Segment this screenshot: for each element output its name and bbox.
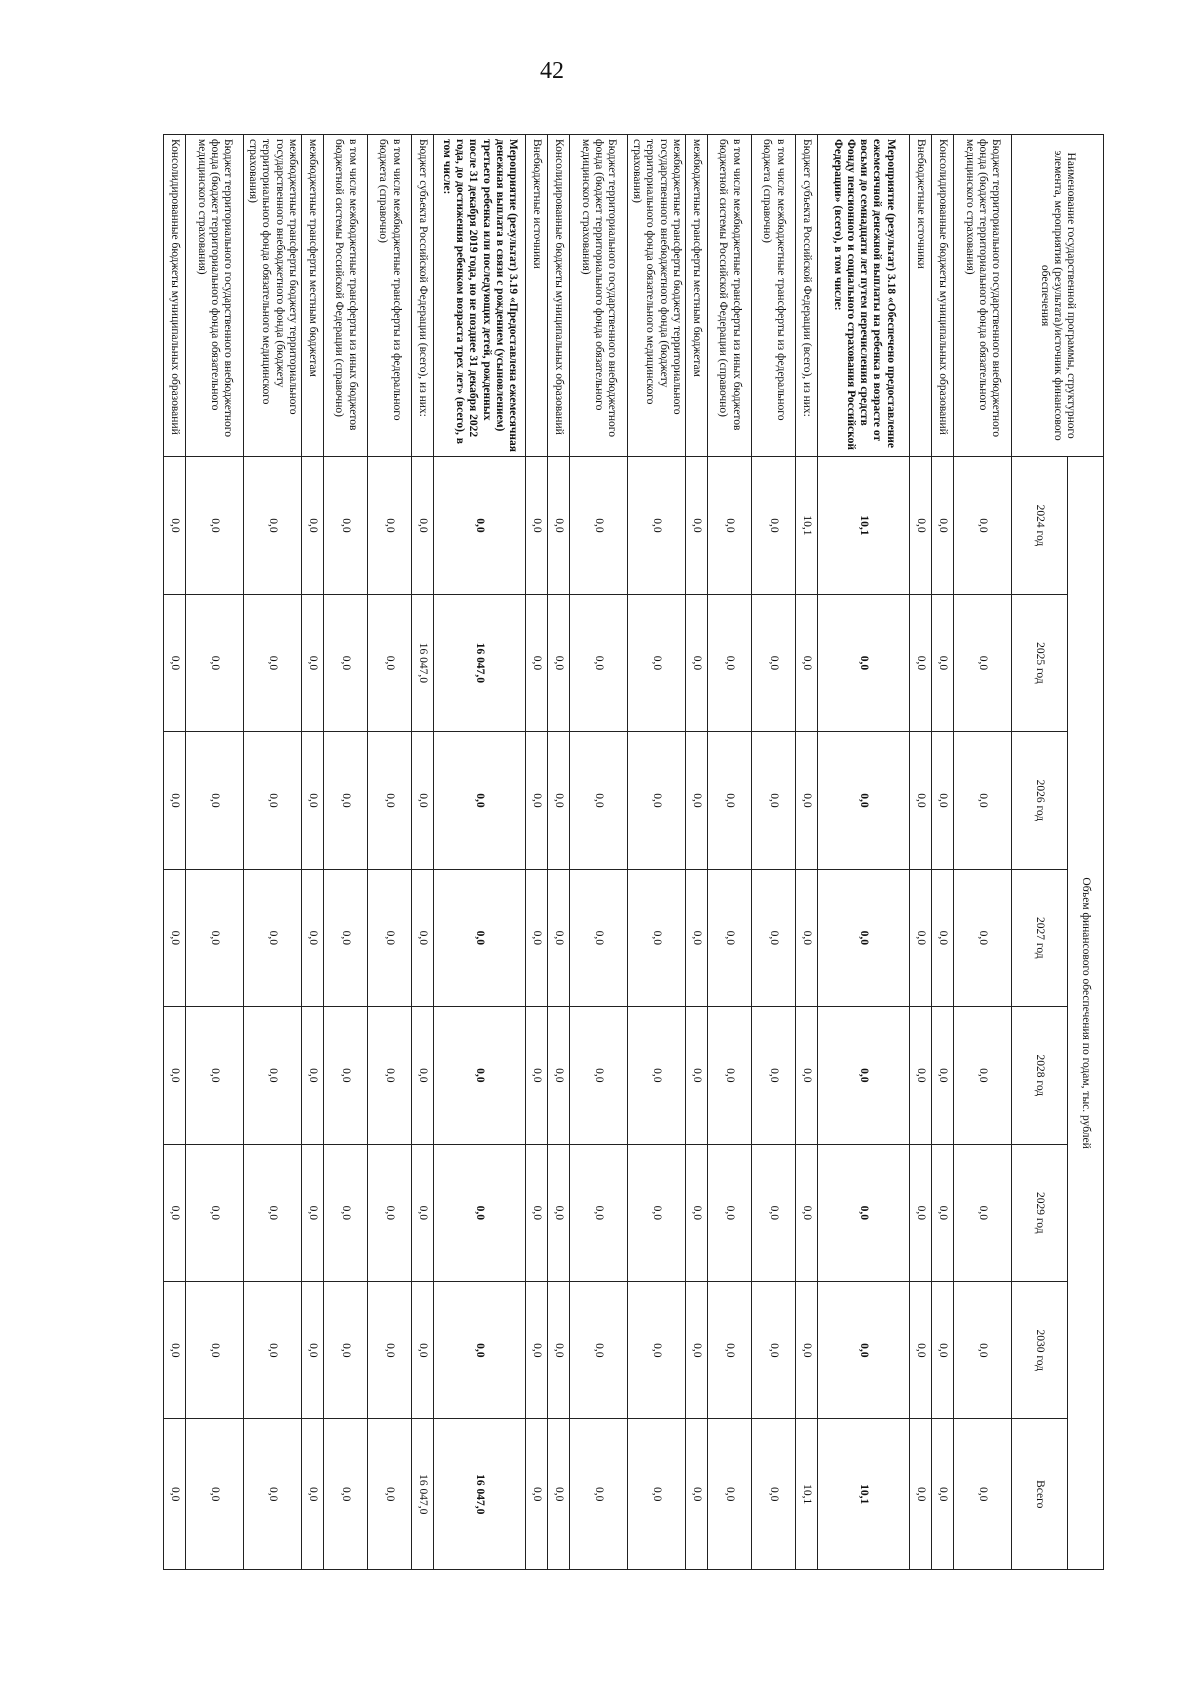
- row-value: 0,0: [324, 594, 368, 731]
- row-value: 0,0: [818, 594, 910, 731]
- row-name: Бюджет территориального государственного внебюджетного фонда (бюджет территориального фонда обязательного медицинского страхования): [954, 135, 1012, 457]
- row-value: 0,0: [302, 457, 324, 594]
- row-total: 16 047,0: [412, 1419, 434, 1570]
- row-value: 0,0: [368, 1282, 412, 1419]
- row-value: 0,0: [324, 457, 368, 594]
- row-value: 0,0: [368, 869, 412, 1006]
- row-value: 0,0: [686, 1282, 708, 1419]
- row-value: 0,0: [164, 1282, 186, 1419]
- row-value: 0,0: [302, 732, 324, 869]
- row-value: 0,0: [686, 457, 708, 594]
- row-value: 0,0: [570, 594, 628, 731]
- row-value: 0,0: [412, 457, 434, 594]
- row-value: 0,0: [526, 869, 548, 1006]
- row-value: 0,0: [708, 1144, 752, 1281]
- row-name: Бюджет субъекта Российской Федерации (всего), из них:: [796, 135, 818, 457]
- row-total: 0,0: [954, 1419, 1012, 1570]
- year-header: 2026 год: [1012, 732, 1068, 869]
- row-value: 0,0: [628, 1282, 686, 1419]
- row-value: 0,0: [796, 1144, 818, 1281]
- row-value: 0,0: [954, 869, 1012, 1006]
- row-value: 0,0: [910, 457, 932, 594]
- total-header: Всего: [1012, 1419, 1068, 1570]
- table-row: [932, 135, 954, 1570]
- row-value: 0,0: [932, 1282, 954, 1419]
- row-value: 0,0: [954, 1144, 1012, 1281]
- row-name: Мероприятие (результат) 3.19 «Предоставлена ежемесячная денежная выплата в связи с рождением (усыновлением) третьего ребенка или последующих детей, рожденных после 31 декабря 2019 года, но не позднее 31 декабря 2022 года, до достижения ребенком возраста трех лет» (всего), в том числе:: [434, 135, 526, 457]
- row-total: 0,0: [752, 1419, 796, 1570]
- row-name: Консолидированные бюджеты муниципальных образований: [932, 135, 954, 457]
- row-total: 0,0: [910, 1419, 932, 1570]
- row-value: 0,0: [818, 1007, 910, 1144]
- row-value: 0,0: [910, 1144, 932, 1281]
- row-value: 0,0: [434, 1007, 526, 1144]
- row-value: 0,0: [570, 1282, 628, 1419]
- row-name: межбюджетные трансферты бюджету территориального государственного внебюджетного фонда (бюджету территориального фонда обязательного медицинского страхования): [244, 135, 302, 457]
- row-value: 0,0: [526, 1144, 548, 1281]
- row-value: 0,0: [910, 1282, 932, 1419]
- row-value: 0,0: [526, 594, 548, 731]
- table-row: [548, 135, 570, 1570]
- row-value: 0,0: [244, 1282, 302, 1419]
- table-row: [164, 135, 186, 1570]
- row-value: 0,0: [752, 869, 796, 1006]
- year-header: 2029 год: [1012, 1144, 1068, 1281]
- table-row: [244, 135, 302, 1570]
- row-value: 16 047,0: [434, 594, 526, 731]
- table-row: [302, 135, 324, 1570]
- year-header: 2028 год: [1012, 1007, 1068, 1144]
- row-value: 0,0: [302, 594, 324, 731]
- row-value: 0,0: [796, 1282, 818, 1419]
- row-total: 16 047,0: [434, 1419, 526, 1570]
- row-value: 0,0: [164, 869, 186, 1006]
- row-value: 0,0: [302, 1007, 324, 1144]
- row-value: 0,0: [932, 869, 954, 1006]
- row-value: 0,0: [244, 1007, 302, 1144]
- row-value: 0,0: [526, 1282, 548, 1419]
- row-value: 0,0: [752, 1144, 796, 1281]
- row-value: 0,0: [324, 1144, 368, 1281]
- row-name: Внебюджетные источники: [910, 135, 932, 457]
- row-value: 0,0: [412, 1144, 434, 1281]
- table-row: [570, 135, 628, 1570]
- row-total: 0,0: [164, 1419, 186, 1570]
- row-total: 0,0: [686, 1419, 708, 1570]
- row-value: 0,0: [244, 732, 302, 869]
- row-value: 0,0: [818, 1282, 910, 1419]
- row-total: 0,0: [302, 1419, 324, 1570]
- row-value: 0,0: [412, 1007, 434, 1144]
- row-total: 0,0: [186, 1419, 244, 1570]
- row-value: 0,0: [368, 457, 412, 594]
- row-value: 0,0: [954, 1007, 1012, 1144]
- row-value: 0,0: [302, 1282, 324, 1419]
- table-row: [412, 135, 434, 1570]
- row-value: 0,0: [548, 457, 570, 594]
- row-name: Мероприятие (результат) 3.18 «Обеспечено предоставление ежемесячной денежной выплаты на ребенка в возрасте от восьми до семнадцати лет путем перечисления средств Фонду пенсионного и социального страхования Российской Федерации» (всего), в том числе:: [818, 135, 910, 457]
- row-value: 0,0: [244, 1144, 302, 1281]
- row-value: 0,0: [628, 1144, 686, 1281]
- row-value: 0,0: [324, 732, 368, 869]
- row-value: 0,0: [628, 594, 686, 731]
- row-value: 0,0: [412, 869, 434, 1006]
- row-name: Бюджет территориального государственного внебюджетного фонда (бюджет территориального фонда обязательного медицинского страхования): [570, 135, 628, 457]
- row-value: 0,0: [412, 1282, 434, 1419]
- row-value: 0,0: [434, 457, 526, 594]
- row-value: 0,0: [186, 457, 244, 594]
- row-value: 0,0: [686, 1007, 708, 1144]
- table-row: [954, 135, 1012, 1570]
- row-value: 0,0: [910, 594, 932, 731]
- row-value: 0,0: [818, 1144, 910, 1281]
- row-value: 0,0: [570, 869, 628, 1006]
- table-row: [796, 135, 818, 1570]
- row-value: 0,0: [368, 732, 412, 869]
- row-value: 0,0: [368, 1007, 412, 1144]
- table-row: [628, 135, 686, 1570]
- row-value: 0,0: [548, 1282, 570, 1419]
- year-header: 2025 год: [1012, 594, 1068, 731]
- row-value: 0,0: [796, 869, 818, 1006]
- row-value: 0,0: [796, 1007, 818, 1144]
- row-value: 0,0: [752, 1007, 796, 1144]
- name-column-header: Наименование государственной программы, структурного элемента, мероприятия (результата)/источник финансового обеспечения: [1012, 135, 1104, 457]
- row-value: 0,0: [752, 594, 796, 731]
- row-value: 0,0: [628, 732, 686, 869]
- row-value: 0,0: [368, 1144, 412, 1281]
- table-row: [324, 135, 368, 1570]
- row-value: 0,0: [186, 869, 244, 1006]
- row-total: 0,0: [708, 1419, 752, 1570]
- row-value: 10,1: [818, 457, 910, 594]
- row-value: 0,0: [164, 732, 186, 869]
- row-value: 0,0: [324, 869, 368, 1006]
- table-row: [752, 135, 796, 1570]
- row-value: 0,0: [164, 1007, 186, 1144]
- row-value: 0,0: [548, 869, 570, 1006]
- row-value: 0,0: [932, 1144, 954, 1281]
- row-name: в том числе межбюджетные трансферты из федерального бюджета (справочно): [752, 135, 796, 457]
- row-value: 0,0: [708, 1282, 752, 1419]
- row-value: 0,0: [708, 732, 752, 869]
- row-value: 0,0: [302, 869, 324, 1006]
- row-name: в том числе межбюджетные трансферты из федерального бюджета (справочно): [368, 135, 412, 457]
- row-total: 0,0: [548, 1419, 570, 1570]
- row-value: 0,0: [434, 1282, 526, 1419]
- row-value: 0,0: [708, 594, 752, 731]
- row-value: 0,0: [910, 732, 932, 869]
- row-total: 0,0: [244, 1419, 302, 1570]
- row-value: 0,0: [686, 732, 708, 869]
- row-value: 0,0: [954, 594, 1012, 731]
- row-value: 0,0: [932, 457, 954, 594]
- row-value: 0,0: [244, 594, 302, 731]
- row-value: 0,0: [932, 594, 954, 731]
- row-total: 0,0: [570, 1419, 628, 1570]
- row-value: 0,0: [628, 1007, 686, 1144]
- row-value: 0,0: [796, 594, 818, 731]
- year-header: 2027 год: [1012, 869, 1068, 1006]
- row-total: 0,0: [932, 1419, 954, 1570]
- row-value: 0,0: [302, 1144, 324, 1281]
- table-row: [526, 135, 548, 1570]
- header-row-1: [1068, 135, 1104, 1570]
- page-number: 42: [540, 58, 564, 84]
- row-value: 0,0: [686, 869, 708, 1006]
- row-value: 0,0: [628, 457, 686, 594]
- row-value: 0,0: [570, 457, 628, 594]
- row-total: 0,0: [526, 1419, 548, 1570]
- table-row: [186, 135, 244, 1570]
- row-value: 0,0: [548, 1007, 570, 1144]
- row-value: 0,0: [686, 594, 708, 731]
- row-value: 0,0: [412, 732, 434, 869]
- row-name: Внебюджетные источники: [526, 135, 548, 457]
- row-value: 0,0: [708, 457, 752, 594]
- row-value: 0,0: [526, 732, 548, 869]
- funding-group-header: Объем финансового обеспечения по годам, тыс. рублей: [1068, 457, 1104, 1570]
- row-value: 0,0: [164, 1144, 186, 1281]
- rotated-table-container: [169, 134, 1104, 1570]
- row-value: 10,1: [796, 457, 818, 594]
- row-value: 0,0: [548, 732, 570, 869]
- row-name: межбюджетные трансферты местным бюджетам: [302, 135, 324, 457]
- row-value: 0,0: [570, 732, 628, 869]
- row-value: 0,0: [548, 594, 570, 731]
- row-total: 10,1: [818, 1419, 910, 1570]
- row-value: 0,0: [186, 1282, 244, 1419]
- row-value: 0,0: [752, 457, 796, 594]
- row-value: 0,0: [526, 457, 548, 594]
- row-total: 10,1: [796, 1419, 818, 1570]
- row-name: в том числе межбюджетные трансферты из иных бюджетов бюджетной системы Российской Федерации (справочно): [708, 135, 752, 457]
- table-row: [910, 135, 932, 1570]
- table-row: [686, 135, 708, 1570]
- row-value: 0,0: [954, 457, 1012, 594]
- row-value: 0,0: [752, 1282, 796, 1419]
- financing-table: [163, 134, 1104, 1570]
- row-value: 0,0: [818, 732, 910, 869]
- row-value: 0,0: [932, 1007, 954, 1144]
- row-value: 0,0: [186, 1144, 244, 1281]
- row-name: Консолидированные бюджеты муниципальных образований: [548, 135, 570, 457]
- row-name: Бюджет территориального государственного внебюджетного фонда (бюджет территориального фонда обязательного медицинского страхования): [186, 135, 244, 457]
- row-value: 0,0: [752, 732, 796, 869]
- row-value: 0,0: [910, 1007, 932, 1144]
- table-row: [368, 135, 412, 1570]
- row-value: 0,0: [186, 732, 244, 869]
- row-value: 0,0: [954, 732, 1012, 869]
- row-value: 0,0: [164, 594, 186, 731]
- table-row: [818, 135, 910, 1570]
- row-value: 0,0: [324, 1007, 368, 1144]
- row-value: 0,0: [368, 594, 412, 731]
- row-value: 0,0: [796, 732, 818, 869]
- row-value: 0,0: [164, 457, 186, 594]
- row-value: 0,0: [434, 1144, 526, 1281]
- row-value: 0,0: [548, 1144, 570, 1281]
- row-value: 0,0: [434, 869, 526, 1006]
- year-header: 2030 год: [1012, 1282, 1068, 1419]
- row-name: межбюджетные трансферты бюджету территориального государственного внебюджетного фонда (бюджету территориального фонда обязательного медицинского страхования): [628, 135, 686, 457]
- table-row: [708, 135, 752, 1570]
- row-value: 0,0: [910, 869, 932, 1006]
- row-value: 0,0: [954, 1282, 1012, 1419]
- row-value: 0,0: [570, 1144, 628, 1281]
- row-total: 0,0: [324, 1419, 368, 1570]
- row-name: Бюджет субъекта Российской Федерации (всего), из них:: [412, 135, 434, 457]
- row-value: 0,0: [708, 869, 752, 1006]
- row-value: 0,0: [186, 1007, 244, 1144]
- row-name: межбюджетные трансферты местным бюджетам: [686, 135, 708, 457]
- row-value: 0,0: [686, 1144, 708, 1281]
- row-name: в том числе межбюджетные трансферты из иных бюджетов бюджетной системы Российской Федерации (справочно): [324, 135, 368, 457]
- row-value: 0,0: [186, 594, 244, 731]
- row-value: 0,0: [818, 869, 910, 1006]
- row-value: 16 047,0: [412, 594, 434, 731]
- row-value: 0,0: [324, 1282, 368, 1419]
- year-header: 2024 год: [1012, 457, 1068, 594]
- row-name: Консолидированные бюджеты муниципальных образований: [164, 135, 186, 457]
- row-value: 0,0: [932, 732, 954, 869]
- row-total: 0,0: [628, 1419, 686, 1570]
- row-value: 0,0: [628, 869, 686, 1006]
- row-value: 0,0: [244, 869, 302, 1006]
- table-row: [434, 135, 526, 1570]
- row-value: 0,0: [526, 1007, 548, 1144]
- row-total: 0,0: [368, 1419, 412, 1570]
- row-value: 0,0: [244, 457, 302, 594]
- row-value: 0,0: [708, 1007, 752, 1144]
- row-value: 0,0: [434, 732, 526, 869]
- row-value: 0,0: [570, 1007, 628, 1144]
